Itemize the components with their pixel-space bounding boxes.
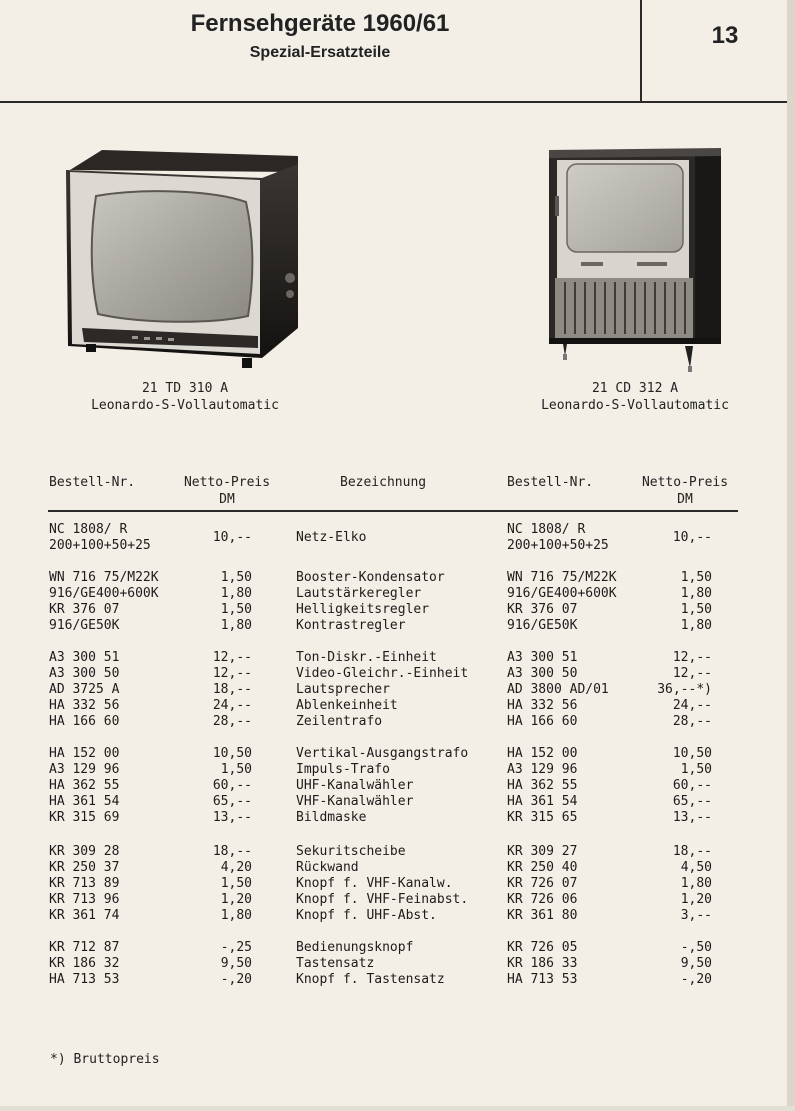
order-number-right-line: HA 152 00 <box>507 746 578 761</box>
net-price-right: 65,-- <box>672 794 712 809</box>
order-number-left <box>49 810 119 826</box>
part-description: Ton-Diskr.-Einheit <box>296 650 437 665</box>
col-header-currency: DM <box>219 492 235 507</box>
part-description: Lautsprecher <box>296 682 390 697</box>
net-price-right: 1,20 <box>680 892 712 907</box>
table-header-rule <box>48 510 738 512</box>
net-price-left: 1,50 <box>220 762 252 777</box>
order-number-right-line: HA 713 53 <box>507 972 578 987</box>
net-price-right: 24,-- <box>672 698 712 713</box>
net-price-left: 12,-- <box>212 650 252 665</box>
part-description: Zeilentrafo <box>296 714 383 729</box>
order-number-right <box>507 682 609 698</box>
col-header-netto-preis-label: Netto-Preis <box>183 475 271 490</box>
order-number-left <box>49 666 119 682</box>
order-number-left-line: KR 250 37 <box>49 860 120 875</box>
page-edge-bottom <box>0 1106 795 1111</box>
order-number-right-line: HA 362 55 <box>507 778 578 793</box>
order-number-left <box>49 650 119 666</box>
part-description: Kontrastregler <box>296 618 406 633</box>
order-number-left-line: A3 129 96 <box>49 762 120 777</box>
net-price-right: 3,-- <box>680 908 712 923</box>
net-price-right: 4,50 <box>680 860 712 875</box>
col-header-netto-preis-right <box>630 474 740 508</box>
order-number-right <box>507 956 577 972</box>
order-number-left <box>49 746 119 762</box>
part-description: Tastensatz <box>296 956 375 971</box>
order-number-left-line: KR 315 69 <box>49 810 120 825</box>
order-number-right-line: KR 361 80 <box>507 908 578 923</box>
model-caption-left <box>70 380 300 414</box>
order-number-left <box>49 602 119 618</box>
order-number-left-line: A3 300 51 <box>49 650 120 665</box>
order-number-right-line: KR 250 40 <box>507 860 578 875</box>
order-number-right-line: HA 332 56 <box>507 698 578 713</box>
net-price-left: 1,50 <box>220 876 252 891</box>
net-price-right: 1,80 <box>680 586 712 601</box>
order-number-left-line: KR 713 89 <box>49 876 120 891</box>
part-description: Ablenkeinheit <box>296 698 398 713</box>
part-description: Knopf f. Tastensatz <box>296 972 445 987</box>
net-price-left: 18,-- <box>212 682 252 697</box>
order-number-left <box>49 682 119 698</box>
order-number-right <box>507 698 577 714</box>
net-price-right: -,20 <box>680 972 712 987</box>
order-number-right-line: A3 129 96 <box>507 762 578 777</box>
order-number-right <box>507 810 577 826</box>
order-number-right <box>507 666 577 682</box>
order-number-left-line: A3 300 50 <box>49 666 120 681</box>
order-number-left <box>49 522 151 554</box>
order-number-left <box>49 908 119 924</box>
part-description: Knopf f. UHF-Abst. <box>296 908 437 923</box>
order-number-left-line: HA 361 54 <box>49 794 120 809</box>
tv-table-set-image <box>62 148 302 370</box>
net-price-right: 18,-- <box>672 844 712 859</box>
order-number-right-line: KR 376 07 <box>507 602 578 617</box>
col-header-netto-preis-left <box>172 474 282 508</box>
net-price-left: 1,20 <box>220 892 252 907</box>
net-price-left: 60,-- <box>212 778 252 793</box>
order-number-right-line: HA 361 54 <box>507 794 578 809</box>
order-number-right <box>507 602 577 618</box>
net-price-left: 1,80 <box>220 586 252 601</box>
net-price-left: 1,80 <box>220 908 252 923</box>
order-number-right <box>507 714 577 730</box>
net-price-right: 1,80 <box>680 876 712 891</box>
model-name: Leonardo-S-Vollautomatic <box>91 398 279 413</box>
order-number-left <box>49 794 119 810</box>
order-number-right <box>507 570 617 586</box>
net-price-left: 10,-- <box>212 530 252 545</box>
model-name: Leonardo-S-Vollautomatic <box>541 398 729 413</box>
net-price-left: 10,50 <box>212 746 252 761</box>
net-price-left: 1,50 <box>220 570 252 585</box>
part-description: Impuls-Trafo <box>296 762 390 777</box>
part-description: Sekuritscheibe <box>296 844 406 859</box>
order-number-left-line: HA 713 53 <box>49 972 120 987</box>
net-price-left: 65,-- <box>212 794 252 809</box>
order-number-left-line: KR 186 32 <box>49 956 120 971</box>
order-number-left-line: WN 716 75/M22K <box>49 570 159 585</box>
part-description: Knopf f. VHF-Kanalw. <box>296 876 453 891</box>
order-number-right <box>507 794 577 810</box>
order-number-left <box>49 972 119 988</box>
order-number-right-line: AD 3800 AD/01 <box>507 682 609 697</box>
order-number-left <box>49 860 119 876</box>
header-divider <box>640 0 642 102</box>
order-number-left <box>49 586 159 602</box>
order-number-right <box>507 650 577 666</box>
model-number: 21 CD 312 A <box>591 381 679 396</box>
net-price-left: 1,80 <box>220 618 252 633</box>
part-description: Netz-Elko <box>296 530 367 545</box>
net-price-left: 4,20 <box>220 860 252 875</box>
order-number-left <box>49 892 119 908</box>
order-number-right-line: KR 315 65 <box>507 810 578 825</box>
net-price-left: 24,-- <box>212 698 252 713</box>
part-description: Booster-Kondensator <box>296 570 445 585</box>
order-number-right <box>507 618 577 634</box>
net-price-right: 36,--*) <box>657 682 712 697</box>
order-number-left-line: 200+100+50+25 <box>49 538 151 553</box>
order-number-right-line: 200+100+50+25 <box>507 538 609 553</box>
col-header-bestell-nr-left: Bestell-Nr. <box>49 475 136 490</box>
order-number-right <box>507 746 577 762</box>
net-price-left: 18,-- <box>212 844 252 859</box>
net-price-left: 12,-- <box>212 666 252 681</box>
order-number-right <box>507 762 577 778</box>
col-header-bestell-nr-right: Bestell-Nr. <box>507 475 594 490</box>
part-description: VHF-Kanalwähler <box>296 794 414 809</box>
net-price-left: 13,-- <box>212 810 252 825</box>
order-number-left-line: KR 712 87 <box>49 940 120 955</box>
order-number-left <box>49 844 119 860</box>
order-number-right <box>507 972 577 988</box>
net-price-left: -,20 <box>220 972 252 987</box>
order-number-left-line: KR 376 07 <box>49 602 120 617</box>
net-price-left: -,25 <box>220 940 252 955</box>
net-price-right: 1,50 <box>680 570 712 585</box>
order-number-left <box>49 762 119 778</box>
order-number-right-line: KR 186 33 <box>507 956 578 971</box>
part-description: Lautstärkeregler <box>296 586 422 601</box>
order-number-left <box>49 876 119 892</box>
net-price-left: 9,50 <box>220 956 252 971</box>
net-price-right: 12,-- <box>672 650 712 665</box>
page-edge <box>787 0 795 1111</box>
net-price-right: 1,80 <box>680 618 712 633</box>
part-description: Knopf f. VHF-Feinabst. <box>296 892 469 907</box>
order-number-left-line: HA 332 56 <box>49 698 120 713</box>
part-description: UHF-Kanalwähler <box>296 778 414 793</box>
order-number-right-line: HA 166 60 <box>507 714 578 729</box>
part-description: Helligkeitsregler <box>296 602 430 617</box>
part-description: Rückwand <box>296 860 359 875</box>
order-number-left <box>49 714 119 730</box>
order-number-left-line: KR 309 28 <box>49 844 120 859</box>
order-number-left <box>49 570 159 586</box>
page-subtitle: Spezial-Ersatzteile <box>249 44 391 61</box>
order-number-left-line: KR 361 74 <box>49 908 120 923</box>
order-number-left-line: HA 152 00 <box>49 746 120 761</box>
page-number: 13 <box>711 22 739 49</box>
order-number-right-line: 916/GE400+600K <box>507 586 617 601</box>
net-price-right: 10,-- <box>672 530 712 545</box>
order-number-right-line: KR 726 06 <box>507 892 578 907</box>
order-number-left-line: 916/GE50K <box>49 618 120 633</box>
order-number-right <box>507 586 617 602</box>
col-header-currency: DM <box>677 492 693 507</box>
part-description: Bildmaske <box>296 810 367 825</box>
order-number-right <box>507 876 577 892</box>
order-number-right <box>507 844 577 860</box>
order-number-left-line: AD 3725 A <box>49 682 120 697</box>
order-number-left <box>49 618 119 634</box>
model-caption-right <box>510 380 760 414</box>
order-number-right-line: KR 726 07 <box>507 876 578 891</box>
order-number-right <box>507 940 577 956</box>
col-header-netto-preis-label: Netto-Preis <box>641 475 729 490</box>
order-number-left <box>49 956 119 972</box>
order-number-right-line: KR 309 27 <box>507 844 578 859</box>
net-price-left: 28,-- <box>212 714 252 729</box>
order-number-right <box>507 892 577 908</box>
order-number-left-line: NC 1808/ R <box>49 522 128 537</box>
order-number-right-line: WN 716 75/M22K <box>507 570 617 585</box>
net-price-right: 10,50 <box>672 746 712 761</box>
net-price-right: 1,50 <box>680 762 712 777</box>
order-number-right <box>507 860 577 876</box>
page-title: Fernsehgeräte 1960/61 <box>190 10 450 37</box>
order-number-left-line: 916/GE400+600K <box>49 586 159 601</box>
net-price-left: 1,50 <box>220 602 252 617</box>
tv-console-cabinet-image <box>545 146 725 378</box>
order-number-left <box>49 698 119 714</box>
order-number-right-line: NC 1808/ R <box>507 522 586 537</box>
net-price-right: 9,50 <box>680 956 712 971</box>
order-number-left-line: KR 713 96 <box>49 892 120 907</box>
col-header-bezeichnung: Bezeichnung <box>340 475 427 490</box>
net-price-right: 13,-- <box>672 810 712 825</box>
net-price-right: 60,-- <box>672 778 712 793</box>
header-rule <box>0 101 787 103</box>
model-number: 21 TD 310 A <box>141 381 229 396</box>
part-description: Vertikal-Ausgangstrafo <box>296 746 469 761</box>
order-number-right <box>507 908 577 924</box>
order-number-left-line: HA 362 55 <box>49 778 120 793</box>
part-description: Bedienungsknopf <box>296 940 414 955</box>
order-number-right-line: 916/GE50K <box>507 618 578 633</box>
footnote: *) Bruttopreis <box>50 1052 160 1067</box>
net-price-right: 1,50 <box>680 602 712 617</box>
net-price-right: 12,-- <box>672 666 712 681</box>
order-number-right <box>507 778 577 794</box>
order-number-left <box>49 778 119 794</box>
part-description: Video-Gleichr.-Einheit <box>296 666 469 681</box>
order-number-left-line: HA 166 60 <box>49 714 120 729</box>
order-number-right-line: A3 300 51 <box>507 650 578 665</box>
order-number-right-line: KR 726 05 <box>507 940 578 955</box>
order-number-right-line: A3 300 50 <box>507 666 578 681</box>
net-price-right: -,50 <box>680 940 712 955</box>
order-number-right <box>507 522 609 554</box>
net-price-right: 28,-- <box>672 714 712 729</box>
order-number-left <box>49 940 119 956</box>
